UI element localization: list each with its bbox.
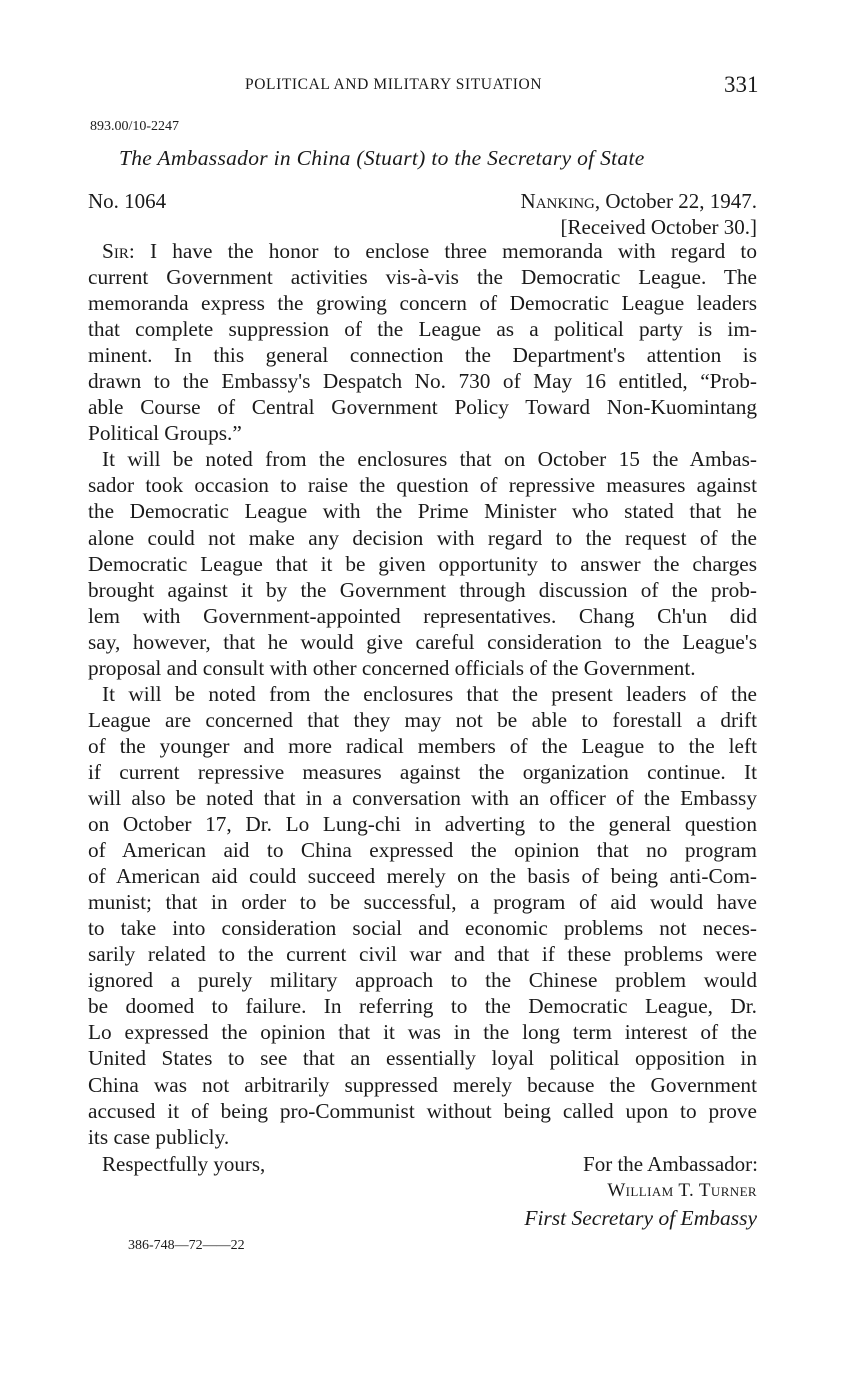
signature-title: First Secretary of Embassy (524, 1206, 757, 1230)
line-text: munist; that in order to be successful, a program of aid would have (88, 890, 757, 915)
line-text: lem with Government-appointed representatives. Chang Ch'un did (88, 603, 757, 628)
paragraph-line (88, 889, 757, 915)
line-text: Political Groups.” (88, 421, 242, 446)
line-text: of American aid to China expressed the opinion that no program (88, 838, 757, 863)
paragraph-line (88, 1072, 757, 1098)
line-text: It will be noted from the enclosures that on October 15 the Ambas- (102, 447, 757, 472)
line-text: sarily related to the current civil war and that if these problems were (88, 942, 757, 967)
line-text: United States to see that an essentially loyal political opposition in (88, 1046, 757, 1071)
line-text: drawn to the Embassy's Despatch No. 730 of May 16 entitled, “Prob- (88, 369, 757, 394)
line-text: alone could not make any decision with regard to the request of the (88, 525, 757, 550)
paragraph-line (88, 837, 757, 863)
line-text: : I have the honor to enclose three memoranda with regard to (128, 239, 757, 263)
letter-body (88, 238, 757, 1150)
line-text: to take into consideration social and economic problems not neces- (88, 916, 757, 941)
running-header: POLITICAL AND MILITARY SITUATION (245, 76, 543, 93)
date: , October 22, 1947. (594, 189, 757, 213)
paragraph-line (88, 316, 757, 342)
paragraph-line (88, 655, 757, 681)
place-and-date (521, 189, 757, 214)
paragraph-line (88, 1098, 757, 1124)
paragraph-line (88, 1019, 757, 1045)
line-text: the Democratic League with the Prime Minister who stated that he (88, 499, 757, 524)
line-text: It will be noted from the enclosures that the present leaders of the (102, 681, 757, 706)
paragraph-line (88, 603, 757, 629)
paragraph-line (88, 967, 757, 993)
paragraph-line (88, 1045, 757, 1071)
place: Nanking (520, 189, 595, 213)
paragraph-line (88, 707, 757, 733)
line-text: sador took occasion to raise the question of repressive measures against (88, 473, 757, 498)
line-text: of American aid could succeed merely on the basis of being anti-Com- (88, 864, 757, 889)
paragraph-line (88, 420, 757, 446)
line-text: China was not arbitrarily suppressed merely because the Government (88, 1072, 757, 1097)
line-text: on October 17, Dr. Lo Lung-chi in adverting to the general question (88, 812, 757, 837)
paragraph-line (88, 238, 757, 264)
paragraph-line (88, 785, 757, 811)
paragraph-line (88, 290, 757, 316)
paragraph-line (88, 264, 757, 290)
paragraph-line (88, 394, 757, 420)
paragraph-line (88, 733, 757, 759)
line-text: Democratic League that it be given opportunity to answer the charges (88, 551, 757, 576)
line-text: Lo expressed the opinion that it was in the long term interest of the (88, 1020, 757, 1045)
line-text: memoranda express the growing concern of Democratic League leaders (88, 291, 757, 316)
line-text: League are concerned that they may not be able to forestall a drift (88, 707, 757, 732)
received-date: [Received October 30.] (560, 215, 757, 239)
line-text: able Course of Central Government Policy Toward Non-Kuomintang (88, 395, 757, 420)
paragraph-line (88, 811, 757, 837)
paragraph-line (88, 498, 757, 524)
line-text: accused it of being pro-Communist without being called upon to prove (88, 1098, 757, 1123)
file-number: 893.00/10-2247 (90, 119, 180, 134)
salutation: Sir (102, 239, 129, 263)
paragraph-line (88, 1124, 757, 1150)
despatch-number: No. 1064 (88, 189, 167, 213)
page-number: 331 (724, 72, 759, 97)
paragraph-line (88, 993, 757, 1019)
line-text: of the younger and more radical members of the League to the left (88, 733, 757, 758)
signature-name: William T. Turner (607, 1180, 757, 1201)
line-text: minent. In this general connection the Department's attention is (88, 343, 757, 368)
paragraph-line (88, 681, 757, 707)
line-text: be doomed to failure. In referring to the Democratic League, Dr. (88, 994, 757, 1019)
line-text: brought against it by the Government through discussion of the prob- (88, 577, 757, 602)
line-text: that complete suppression of the League as a political party is im- (88, 317, 757, 342)
line-text: if current repressive measures against the organization continue. It (88, 759, 757, 784)
paragraph-line (88, 368, 757, 394)
paragraph-line (88, 629, 757, 655)
line-text: current Government activities vis-à-vis the Democratic League. The (88, 265, 757, 290)
paragraph-line (88, 342, 757, 368)
line-text: say, however, that he would give careful consideration to the League's (88, 629, 757, 654)
paragraph-line (88, 551, 757, 577)
print-code: 386-748—72——22 (128, 1238, 245, 1253)
line-text: proposal and consult with other concerned officials of the Government. (88, 655, 696, 680)
signature-for: For the Ambassador: (583, 1152, 758, 1176)
paragraph-line (88, 863, 757, 889)
line-text: ignored a purely military approach to the Chinese problem would (88, 968, 757, 993)
paragraph-line (88, 759, 757, 785)
line-text: its case publicly. (88, 1124, 230, 1149)
document-title: The Ambassador in China (Stuart) to the Secretary of State (119, 146, 645, 170)
paragraph-line (88, 941, 757, 967)
paragraph-line (88, 525, 757, 551)
paragraph-line (88, 915, 757, 941)
paragraph-line (88, 472, 757, 498)
paragraph-line (88, 446, 757, 472)
closing: Respectfully yours, (102, 1152, 266, 1176)
line-text: will also be noted that in a conversation with an officer of the Embassy (88, 785, 757, 810)
paragraph-line (88, 577, 757, 603)
